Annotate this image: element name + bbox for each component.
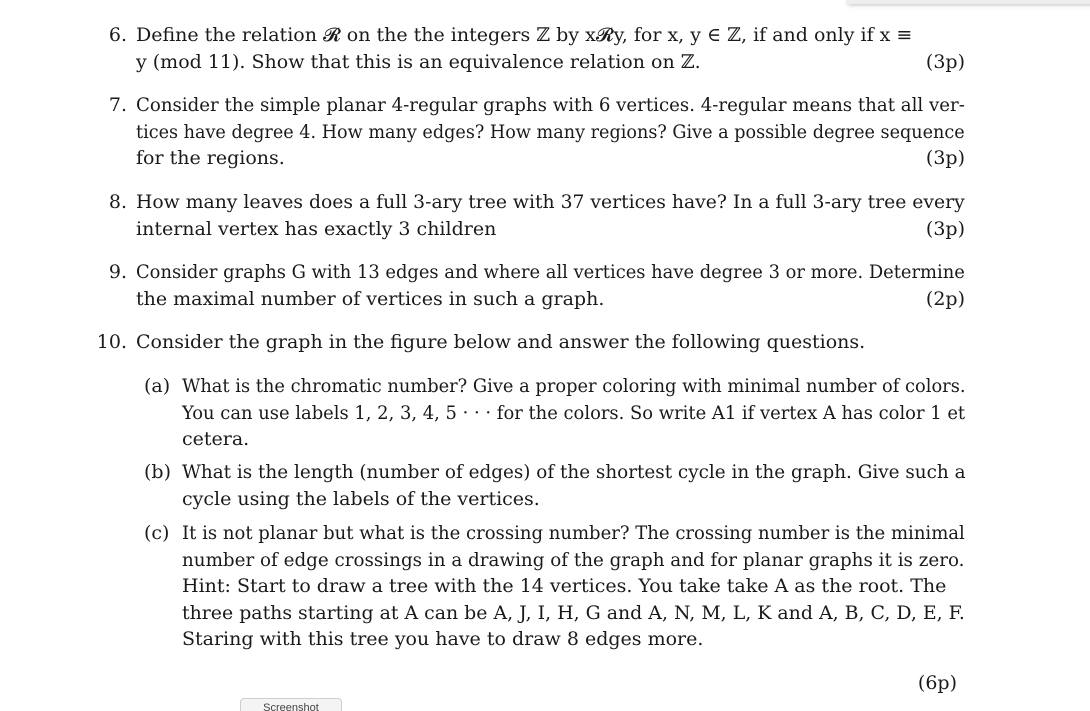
problem-number: 8.: [108, 191, 127, 213]
problem-line: internal vertex has exactly 3 children: [136, 217, 497, 240]
subproblem-line: Staring with this tree you have to draw 8 edges more.: [182, 628, 704, 650]
problem-line: tices have degree 4. How many edges? How many regions? Give a possible degree sequence: [136, 120, 965, 143]
final-points-label: (6p): [917, 672, 957, 694]
problem-line: Consider the graph in the figure below and answer the following questions.: [136, 331, 866, 353]
problem-line: How many leaves does a full 3-ary tree with 37 vertices have? In a full 3-ary tree every: [136, 191, 965, 213]
problem-line: Consider graphs G with 13 edges and where all vertices have degree 3 or more. Determine: [136, 261, 965, 283]
subproblem-line: number of edge crossings in a drawing of the graph and for planar graphs it is zero.: [182, 548, 965, 571]
subproblem-line: Hint: Start to draw a tree with the 14 vertices. You take take A as the root. The: [182, 575, 947, 597]
problem-number: 6.: [108, 24, 127, 46]
problem-line: Consider the simple planar 4-regular graphs with 6 vertices. 4-regular means that all ver-: [136, 94, 965, 116]
subproblem-line: What is the chromatic number? Give a proper coloring with minimal number of colors.: [182, 375, 966, 397]
top-shadow-bar: [848, 0, 1090, 4]
problem-body: [136, 329, 965, 356]
subproblem-line: What is the length (number of edges) of the shortest cycle in the graph. Give such a: [182, 461, 966, 483]
subproblem-line: You can use labels 1, 2, 3, 4, 5 · · · for the colors. So write A1 if vertex A has color 1 et: [182, 401, 966, 424]
subproblem-line: cycle using the labels of the vertices.: [182, 487, 540, 510]
points-label: (2p): [925, 287, 965, 310]
problem-line: y (mod 11). Show that this is an equivalence relation on ℤ.: [136, 50, 701, 73]
subproblem-text: [182, 459, 965, 512]
points-label: (3p): [925, 50, 965, 73]
problem-number: 9.: [108, 261, 127, 283]
problem-body: [136, 92, 965, 172]
problem-number: 10.: [96, 331, 127, 353]
points-label: (3p): [925, 147, 965, 169]
problem-body: [136, 22, 965, 75]
subproblem-label: (b): [144, 461, 171, 483]
problem-body: [136, 259, 965, 312]
points-label: (3p): [925, 217, 965, 240]
subproblem-line: cetera.: [182, 428, 250, 450]
subproblem-text: [182, 520, 965, 653]
subproblem-line: It is not planar but what is the crossing number? The crossing number is the minimal: [182, 522, 965, 544]
problem-line: Define the relation 𝓡 on the the integers ℤ by x𝓡y, for x, y ∈ ℤ, if and only if x ≡: [136, 24, 913, 46]
problem-line: for the regions.: [136, 147, 285, 169]
problem-line: the maximal number of vertices in such a graph.: [136, 287, 605, 310]
subproblem-label: (a): [144, 375, 171, 397]
subproblem-label: (c): [144, 522, 170, 544]
screenshot-button[interactable]: Screenshot: [240, 698, 342, 711]
problem-body: [136, 189, 965, 242]
subproblem-line: three paths starting at A can be A, J, I, H, G and A, N, M, L, K and A, B, C, D, E, F.: [182, 601, 965, 624]
subproblem-text: [182, 373, 965, 453]
problem-number: 7.: [108, 94, 127, 116]
